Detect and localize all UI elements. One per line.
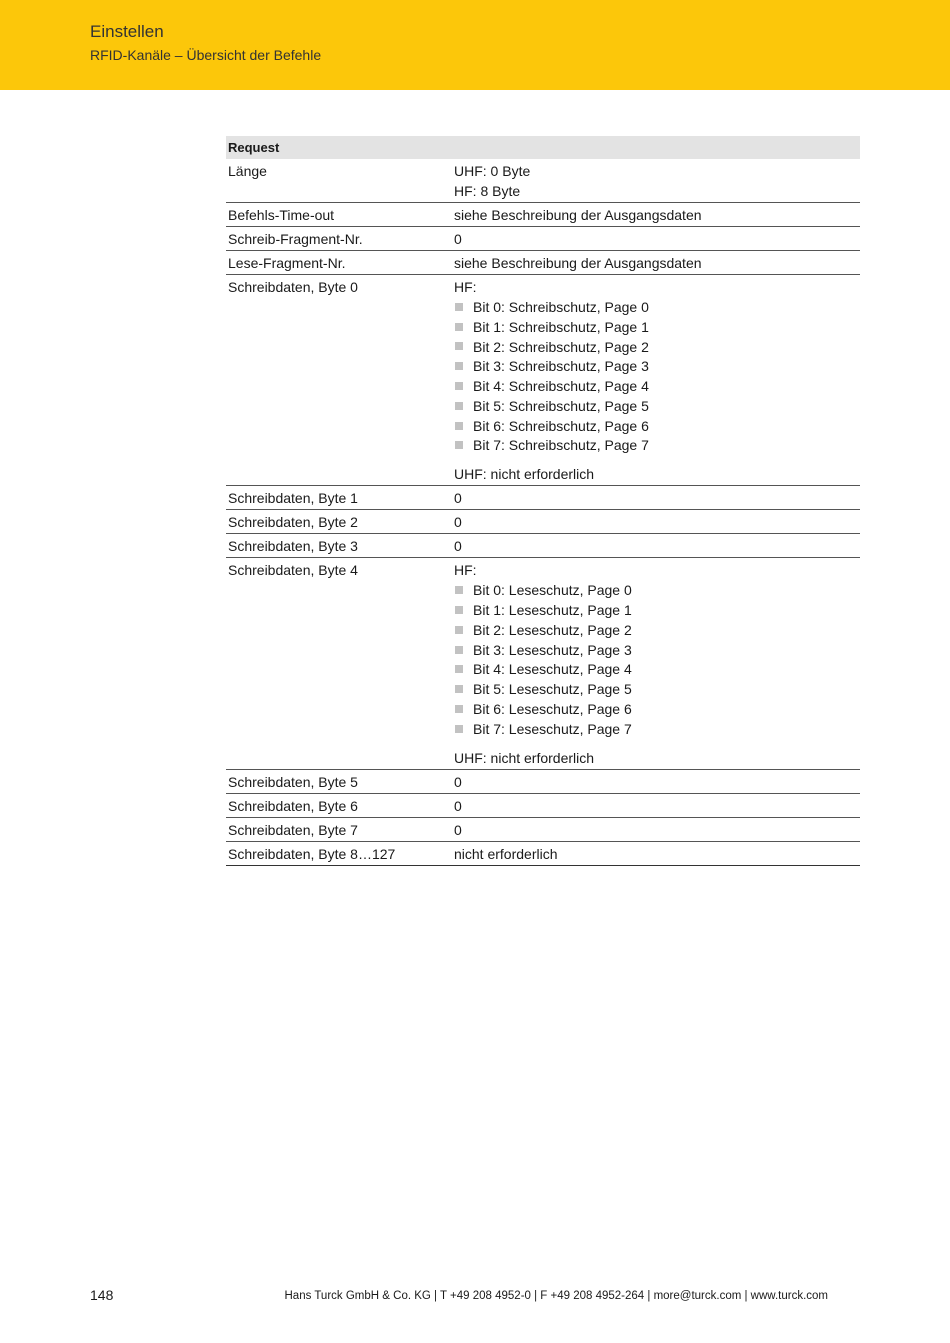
row-value [454, 536, 860, 556]
table-row [226, 203, 860, 227]
row-value [454, 512, 860, 532]
bullet-item [454, 580, 860, 600]
bullet-text: Bit 6: Leseschutz, Page 6 [473, 701, 632, 718]
row-label: Schreibdaten, Byte 0 [228, 279, 358, 295]
footer-contact: Hans Turck GmbH & Co. KG | T +49 208 4952-0 | F +49 208 4952-264 | more@turck.com | www.turck.com [284, 1290, 828, 1302]
row-label: Schreibdaten, Byte 7 [228, 821, 358, 838]
bullet-text: Bit 4: Schreibschutz, Page 4 [473, 378, 649, 395]
value-line: 0 [454, 538, 462, 555]
row-value [454, 772, 860, 792]
row-label: Schreibdaten, Byte 1 [228, 490, 358, 507]
row-value [454, 229, 860, 249]
section-title: Einstellen [90, 22, 164, 41]
bullet-item [454, 640, 860, 660]
square-bullet-icon [455, 422, 463, 430]
table-row [226, 486, 860, 510]
bullet-item [454, 436, 860, 456]
request-table [226, 136, 860, 866]
value-outro: UHF: nicht erforderlich [454, 466, 595, 483]
value-line: siehe Beschreibung der Ausgangsdaten [454, 207, 702, 223]
table-heading: Request [226, 136, 860, 159]
bullet-item [454, 356, 860, 376]
row-label: Schreibdaten, Byte 3 [228, 538, 358, 555]
row-value [454, 844, 860, 864]
bullet-text: Bit 0: Leseschutz, Page 0 [473, 582, 632, 599]
bullet-item [454, 297, 860, 317]
table-row [226, 794, 860, 818]
bullet-item [454, 396, 860, 416]
square-bullet-icon [455, 685, 463, 693]
square-bullet-icon [455, 342, 463, 350]
row-label: Schreibdaten, Byte 2 [228, 514, 358, 531]
table-body [226, 159, 860, 866]
square-bullet-icon [455, 646, 463, 654]
bullet-item [454, 416, 860, 436]
bullet-item [454, 600, 860, 620]
bullet-item [454, 660, 860, 680]
value-intro: HF: [454, 562, 477, 579]
row-label: Länge [228, 163, 267, 179]
value-intro: HF: [454, 279, 477, 295]
row-value [454, 205, 860, 225]
value-line: 0 [454, 821, 462, 838]
table-row [226, 159, 860, 203]
row-value [454, 253, 860, 273]
square-bullet-icon [455, 586, 463, 594]
row-value [454, 488, 860, 508]
value-line: 0 [454, 514, 462, 531]
bullet-item [454, 317, 860, 337]
table-row [226, 818, 860, 842]
row-label: Schreibdaten, Byte 8…127 [228, 845, 396, 862]
square-bullet-icon [455, 725, 463, 733]
square-bullet-icon [455, 705, 463, 713]
bullet-text: Bit 3: Schreibschutz, Page 3 [473, 358, 649, 375]
bullet-text: Bit 1: Schreibschutz, Page 1 [473, 318, 649, 335]
table-row [226, 770, 860, 794]
row-label: Befehls-Time-out [228, 207, 335, 223]
square-bullet-icon [455, 606, 463, 614]
square-bullet-icon [455, 441, 463, 449]
row-label: Schreibdaten, Byte 4 [228, 562, 358, 579]
table-row [226, 842, 860, 866]
bullet-text: Bit 0: Schreibschutz, Page 0 [473, 298, 649, 315]
bullet-item [454, 376, 860, 396]
bullet-text: Bit 7: Leseschutz, Page 7 [473, 720, 632, 737]
row-value [454, 560, 860, 767]
bullet-item [454, 337, 860, 357]
value-line: HF: 8 Byte [454, 183, 521, 199]
page-header [0, 0, 950, 90]
bullet-text: Bit 4: Leseschutz, Page 4 [473, 661, 632, 678]
value-line: 0 [454, 490, 462, 507]
square-bullet-icon [455, 626, 463, 634]
value-line: 0 [454, 797, 462, 814]
table-row [226, 558, 860, 769]
value-outro: UHF: nicht erforderlich [454, 749, 595, 766]
row-value [454, 796, 860, 816]
bullet-text: Bit 5: Leseschutz, Page 5 [473, 681, 632, 698]
table-row [226, 227, 860, 251]
row-label: Schreib-Fragment-Nr. [228, 231, 363, 247]
bullet-text: Bit 5: Schreibschutz, Page 5 [473, 397, 649, 414]
row-value [454, 161, 860, 201]
bullet-item [454, 620, 860, 640]
table-row [226, 534, 860, 558]
bullet-item [454, 699, 860, 719]
table-row [226, 510, 860, 534]
value-line: siehe Beschreibung der Ausgangsdaten [454, 255, 702, 271]
bullet-text: Bit 6: Schreibschutz, Page 6 [473, 417, 649, 434]
bullet-text: Bit 1: Leseschutz, Page 1 [473, 602, 632, 619]
value-line: 0 [454, 773, 462, 790]
square-bullet-icon [455, 303, 463, 311]
square-bullet-icon [455, 402, 463, 410]
table-row [226, 275, 860, 486]
row-label: Lese-Fragment-Nr. [228, 255, 346, 271]
value-line: nicht erforderlich [454, 845, 558, 862]
square-bullet-icon [455, 665, 463, 673]
bullet-text: Bit 2: Schreibschutz, Page 2 [473, 338, 649, 355]
bullet-text: Bit 3: Leseschutz, Page 3 [473, 641, 632, 658]
value-line: UHF: 0 Byte [454, 163, 531, 179]
square-bullet-icon [455, 382, 463, 390]
section-subtitle: RFID-Kanäle – Übersicht der Befehle [90, 47, 322, 63]
bullet-text: Bit 2: Leseschutz, Page 2 [473, 621, 632, 638]
table-row [226, 251, 860, 275]
square-bullet-icon [455, 362, 463, 370]
bullet-item [454, 719, 860, 739]
bullet-text: Bit 7: Schreibschutz, Page 7 [473, 437, 649, 454]
row-label: Schreibdaten, Byte 6 [228, 797, 358, 814]
row-label: Schreibdaten, Byte 5 [228, 773, 358, 790]
square-bullet-icon [455, 323, 463, 331]
value-line: 0 [454, 231, 462, 247]
row-value [454, 277, 860, 484]
row-value [454, 820, 860, 840]
bullet-item [454, 679, 860, 699]
page-number: 148 [90, 1287, 114, 1303]
